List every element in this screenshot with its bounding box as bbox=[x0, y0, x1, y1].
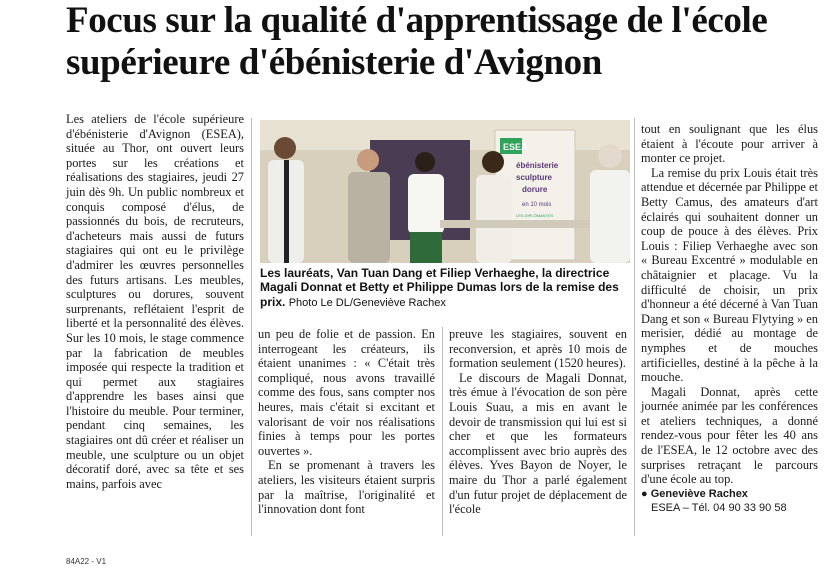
paragraph: Le discours de Magali Donnat, très émue à l'évocation de son père Louis Suau, a mis en avant le devoir de transmission qui lui est si cher et que les formateurs accomplissent avec brio auprès des élèves. Yves Bayon de Noyer, le maire du Thor a parlé également d'un futur projet de déplacement de l'école bbox=[449, 370, 627, 517]
article-column-3 bbox=[449, 327, 627, 517]
page-code: 84A22 - V1 bbox=[66, 557, 107, 566]
column-divider bbox=[251, 118, 252, 536]
column-divider bbox=[442, 327, 443, 536]
paragraph: En se promenant à travers les ateliers, les visiteurs étaient surpris par la maîtrise, l'originalité et l'innovation dont font bbox=[258, 458, 435, 517]
article-column-1 bbox=[66, 112, 244, 491]
contact-line: ESEA – Tél. 04 90 33 90 58 bbox=[651, 502, 787, 515]
paragraph: La remise du prix Louis était très attendue et décernée par Philippe et Betty Camus, des amateurs d'art éclairés qui souhaitent donner un coup de pouce à des élèves. Prix Louis : Filiep Verhaeghe avec son « Bureau Excentré » modulable en châtaignier et placage. Vu la difficulté de choisir, un prix d'honneur a été décerné à Van Tuan Dang et son « Bureau Flytying » en merisier, dédié au montage de nymphes et de mouches artificielles, destiné à la pêche à la mouche. bbox=[641, 165, 818, 385]
paragraph: Magali Donnat, après cette journée animée par les conférences et ateliers techniques, a donné rendez-vous pour fêter les 40 ans de l'ESEA, le 12 octobre avec des surprises retraçant le parcours d'une école au top. bbox=[641, 384, 818, 487]
paragraph: un peu de folie et de passion. En interrogeant les créateurs, ils étaient unanimes : « C'était très compliqué, nous avons travaillé comme des fous, sans compter nos heures, mais c'était si excitant et valorisant de voir nos réalisations finies à temps pour les portes ouvertes ». bbox=[258, 327, 435, 458]
banner-line: ébénisterie bbox=[516, 161, 559, 170]
caption-text: Les lauréats, Van Tuan Dang et Filiep Verhaeghe, la directrice Magali Donnat et Betty et Philippe Dumas lors de la remise des prix. bbox=[260, 266, 619, 309]
column-divider bbox=[634, 118, 635, 536]
photo-caption bbox=[260, 266, 630, 310]
paragraph: preuve les stagiaires, souvent en reconversion, et après 10 mois de formation seulement (1520 heures). bbox=[449, 327, 627, 371]
award-ceremony-image bbox=[260, 120, 630, 263]
article-column-2 bbox=[258, 327, 435, 517]
author-signature: ● Geneviève Rachex bbox=[641, 487, 748, 500]
headline: Focus sur la qualité d'apprentissage de l'école supérieure d'ébénisterie d'Avignon bbox=[66, 0, 768, 83]
banner-logo: ESEA bbox=[503, 142, 528, 152]
banner-small: LES DIPLÔMANTES bbox=[516, 213, 554, 218]
article-photo bbox=[260, 120, 630, 263]
paragraph: tout en soulignant que les élus étaient à l'écoute pour arriver à monter ce projet. bbox=[641, 122, 818, 166]
photo-credit: Photo Le DL/Geneviève Rachex bbox=[288, 296, 446, 309]
article-column-4 bbox=[641, 122, 818, 516]
banner-line: dorure bbox=[522, 185, 548, 194]
banner-line: sculpture bbox=[516, 173, 553, 182]
paragraph: Les ateliers de l'école supérieure d'ébénisterie d'Avignon (ESEA), située au Thor, ont ouvert leurs portes sur les créations et réalisations des stagiaires, jeudi 27 juin dès 9h. Un public nombreux et conquis composé d'élus, de passionnés du bois, de recruteurs, d'acheteurs mais aussi de futurs stagiaires qui ont eu le privilège d'admirer les œuvres personnelles des futurs artisans. Les meubles, sculptures ou dorures, souvent surprenants, reflétaient l'esprit de liberté et la personnalité des élèves. Sur les 10 mois, le stage commence par la fabrication de meubles imposée qui respecte la tradition et qui permet aux stagiaires d'apprendre les bases ainsi que l'histoire du meuble. Pour terminer, pendant cinq semaines, les stagiaires ont dû créer et réaliser un meuble, une sculpture ou un objet décoratif doré, avec sa tête et ses mains, parfois avec bbox=[66, 112, 244, 491]
banner-line: en 10 mois bbox=[522, 202, 552, 208]
